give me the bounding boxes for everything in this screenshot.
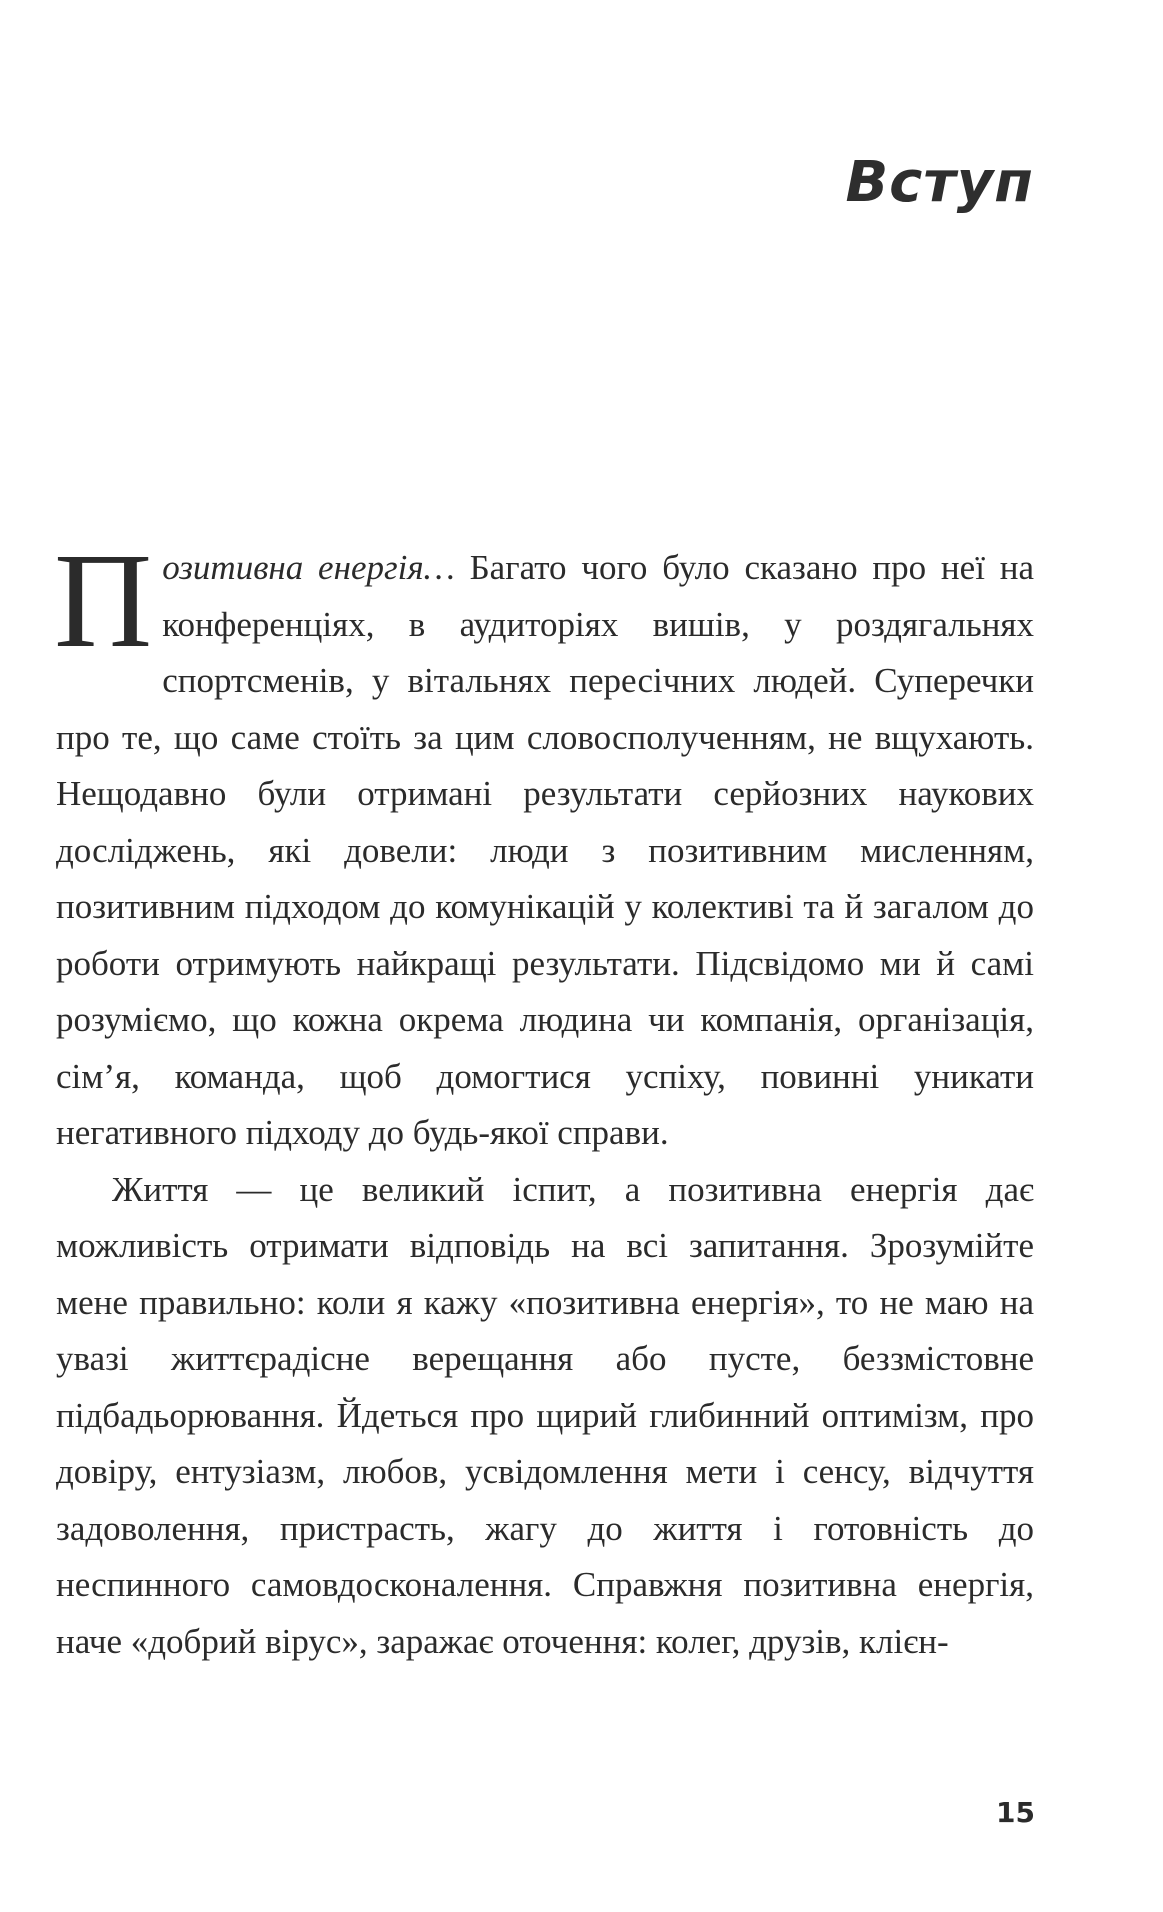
chapter-title: Вступ (845, 150, 1034, 215)
body-text (54, 526, 1034, 1670)
page-number: 15 (996, 1796, 1035, 1829)
paragraph-first-text: Багато чого було сказано про неї на конференціях, в аудиторіях вишів, у роздягальнях спортсменів, у вітальнях пересічних людей. Суперечки про те, що саме стоїть за цим словосполученням, не вщухають. Нещодавно були отримані результати серйозних наукових досліджень, які довели: люди з позитивним мисленням, позитивним підходом до комунікацій у колективі та й загалом до роботи отримують найкращі результати. Підсвідомо ми й самі розуміємо, що кожна окрема людина чи компанія, організація, сім’я, команда, щоб домогтися успіху, повинні уникати негативного підходу до будь-якої справи. (56, 548, 1034, 1152)
drop-cap: П (54, 526, 153, 676)
lead-italic-phrase: озитивна енергія… (162, 548, 455, 587)
paragraph-first (54, 526, 1034, 1162)
paragraph-second: Життя — це великий іспит, а позитивна енергія дає можливість отримати відповідь на всі запитання. Зрозумійте мене правильно: коли я кажу «позитивна енергія», то не маю на увазі життєрадісне верещання або пусте, беззмістовне підбадьорювання. Йдеться про щирий глибинний оптимізм, про довіру, ентузіазм, любов, усвідомлення мети і сенсу, відчуття задоволення, пристрасть, жагу до життя і готовність до неспинного самовдосконалення. Справжня позитивна енергія, наче «добрий вірус», заражає оточення: колег, друзів, клієн- (56, 1169, 1034, 1661)
